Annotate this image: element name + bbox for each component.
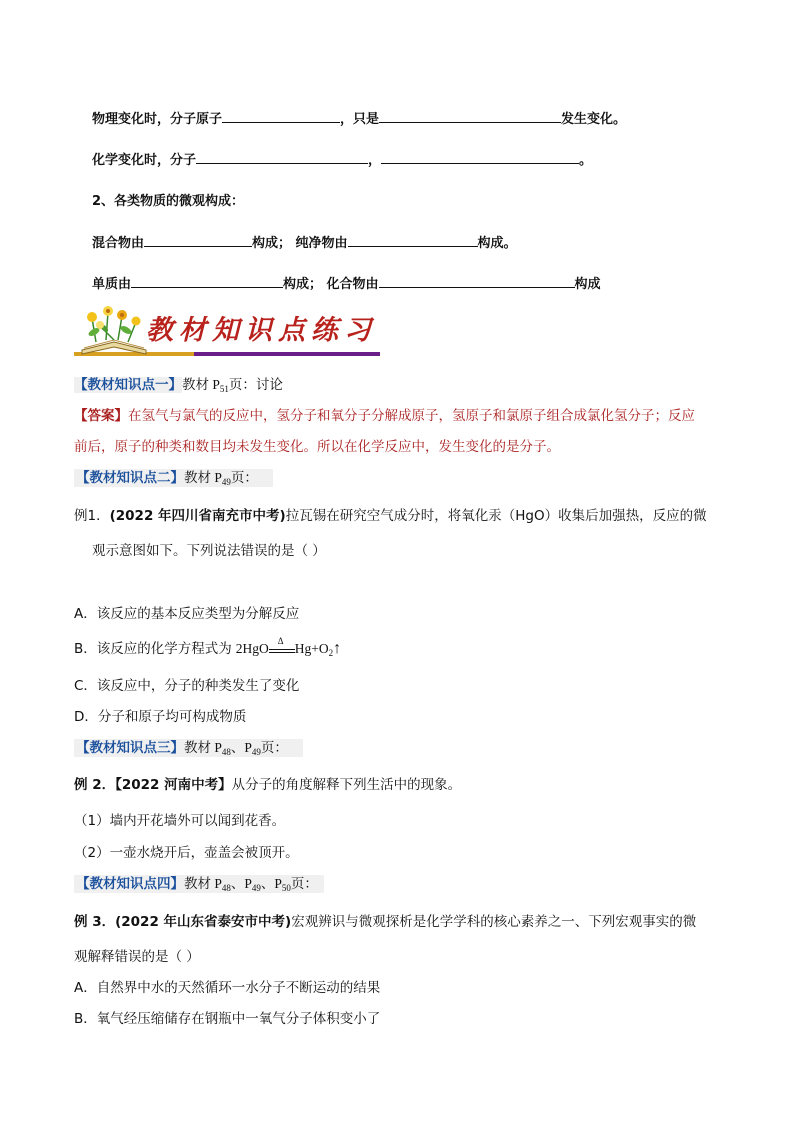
kp-ref: 、P xyxy=(230,876,252,891)
option-text: B．该反应的化学方程式为 xyxy=(74,641,232,657)
knowledge-point-4 xyxy=(74,872,324,893)
kp-ref-sub: 49 xyxy=(221,477,231,487)
answer-line-2: 前后，原子的种类和数目均未发生变化。所以在化学反应中，发生变化的是分子。 xyxy=(74,439,560,455)
kp-ref: 、P xyxy=(260,876,282,891)
eq-right: Hg+O xyxy=(294,641,329,656)
knowledge-point-3 xyxy=(74,736,303,757)
example-text: 宏观辨识与微观探析是化学学科的核心素养之一、下列宏观事实的微 xyxy=(291,914,697,930)
eq-condition: Δ xyxy=(277,636,284,646)
text: 构成 xyxy=(574,277,601,292)
answer-text: 在氢气与氯气的反应中，氢分子和氧分子分解成原子，氢原子和氯原子组合成氯化氢分子；反应 xyxy=(128,408,695,424)
text: ，只是 xyxy=(340,112,380,127)
example-1-stem-cont: 观示意图如下。下列说法错误的是（ ） xyxy=(92,543,326,559)
section-banner xyxy=(74,304,384,360)
kp-ref-sub: 48 xyxy=(221,747,231,757)
text: 。 xyxy=(579,153,593,168)
blank-field[interactable] xyxy=(196,150,368,164)
physical-change-line xyxy=(92,108,626,127)
blank-field[interactable] xyxy=(381,150,579,164)
option-b[interactable]: B．氧气经压缩储存在钢瓶中一氧气分子体积变小了 xyxy=(74,1011,381,1027)
text: 混合物由 xyxy=(92,236,145,251)
text: 构成； 化合物由 xyxy=(283,277,379,292)
kp-ref: 教材 P xyxy=(182,377,220,392)
eq-sub: 2 xyxy=(328,648,334,658)
kp-ref-sub: 51 xyxy=(219,384,229,394)
option-a[interactable]: A．自然界中水的天然循环一水分子不断运动的结果 xyxy=(74,980,381,996)
text: 构成； 纯净物由 xyxy=(252,236,348,251)
example-prefix: 例 3． xyxy=(74,914,116,930)
example-source: (2022 年山东省泰安市中考) xyxy=(115,914,292,930)
kp-ref-sub: 49 xyxy=(251,747,261,757)
heading-2: 2、各类物质的微观构成： xyxy=(92,194,245,209)
blank-field[interactable] xyxy=(379,274,575,288)
example-3-stem-cont: 观解释错误的是（ ） xyxy=(74,949,200,965)
blank-field[interactable] xyxy=(348,233,478,247)
example-text: 从分子的角度解释下列生活中的现象。 xyxy=(231,777,462,793)
kp-ref: 页： xyxy=(290,876,318,892)
answer-line-1 xyxy=(74,404,695,424)
chemical-equation xyxy=(235,636,342,658)
kp-ref: 教材 P xyxy=(184,740,222,755)
text: 物理变化时，分子原子 xyxy=(92,112,223,127)
option-a[interactable]: A．该反应的基本反应类型为分解反应 xyxy=(74,606,300,622)
example-prefix: 例1． xyxy=(74,508,110,524)
option-d[interactable]: D．分子和原子均可构成物质 xyxy=(74,709,247,725)
example-1-stem xyxy=(74,504,707,524)
text: 化学变化时，分子 xyxy=(92,153,197,168)
example-source: (2022 年四川省南充市中考) xyxy=(109,508,286,524)
element-line xyxy=(92,273,601,292)
kp-ref-sub: 50 xyxy=(281,883,291,893)
kp-ref: 页： xyxy=(260,740,288,756)
question-2: （2）一壶水烧开后，壶盖会被顶开。 xyxy=(74,845,299,861)
example-2-stem xyxy=(74,773,461,793)
kp-tag: 【教材知识点一】 xyxy=(74,377,182,393)
knowledge-point-2 xyxy=(74,466,273,487)
text: 单质由 xyxy=(92,277,132,292)
blank-field[interactable] xyxy=(131,274,283,288)
kp-ref-sub: 48 xyxy=(221,883,231,893)
option-c[interactable]: C．该反应中，分子的种类发生了变化 xyxy=(74,678,300,694)
kp-tag: 【教材知识点三】 xyxy=(76,740,184,756)
example-source: 【2022 河南中考】 xyxy=(115,777,232,793)
kp-ref: 、P xyxy=(230,740,252,755)
text: ， xyxy=(368,153,382,168)
kp-ref: 页： xyxy=(230,470,258,486)
banner-title: 教材知识点练习 xyxy=(146,315,377,346)
knowledge-point-1 xyxy=(74,373,283,394)
kp-ref: 教材 P xyxy=(184,876,222,891)
option-b[interactable] xyxy=(74,637,341,658)
blank-field[interactable] xyxy=(222,109,340,123)
kp-ref: 页：讨论 xyxy=(228,377,283,393)
blank-field[interactable] xyxy=(379,109,561,123)
example-3-stem xyxy=(74,910,696,930)
kp-tag: 【教材知识点四】 xyxy=(76,876,184,892)
text: 发生变化。 xyxy=(561,112,627,127)
blank-field[interactable] xyxy=(144,233,252,247)
up-arrow-icon: ↑ xyxy=(333,640,342,657)
mixture-line xyxy=(92,232,517,251)
kp-ref: 教材 P xyxy=(184,470,222,485)
chemical-change-line xyxy=(92,149,592,168)
question-1: （1）墙内开花墙外可以闻到花香。 xyxy=(74,813,286,829)
example-text: 拉瓦锡在研究空气成分时，将氧化汞（HgO）收集后加强热，反应的微 xyxy=(285,508,707,524)
kp-tag: 【教材知识点二】 xyxy=(76,470,184,486)
kp-ref-sub: 49 xyxy=(251,883,261,893)
example-prefix: 例 2． xyxy=(74,777,116,793)
eq-left: 2HgO xyxy=(235,641,269,656)
text: 构成。 xyxy=(477,236,517,251)
answer-tag: 【答案】 xyxy=(74,408,128,424)
